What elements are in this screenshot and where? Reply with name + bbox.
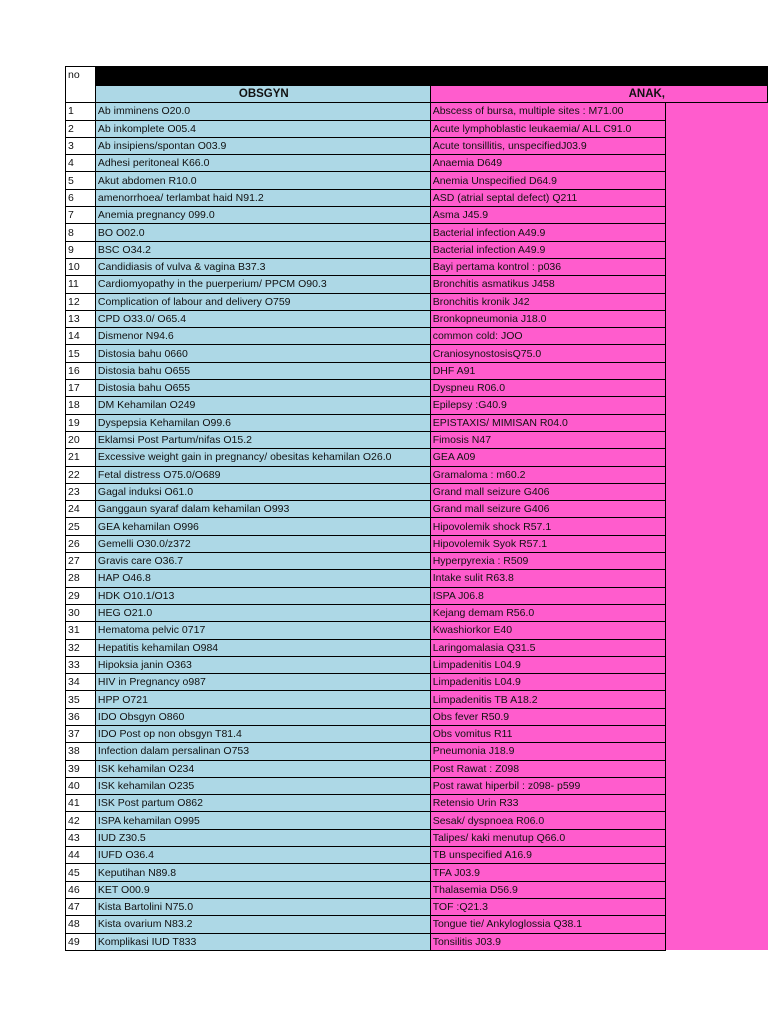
obsgyn-cell[interactable]: Hematoma pelvic 0717 bbox=[95, 622, 430, 639]
row-number-cell[interactable]: 1 bbox=[66, 103, 96, 120]
obsgyn-cell[interactable]: HIV in Pregnancy o987 bbox=[95, 674, 430, 691]
table-row bbox=[66, 829, 768, 846]
obsgyn-cell[interactable]: Keputihan N89.8 bbox=[95, 864, 430, 881]
table-row bbox=[66, 414, 768, 431]
obsgyn-cell[interactable]: BO O02.0 bbox=[95, 224, 430, 241]
anak-fill-cell bbox=[665, 293, 768, 310]
anak-fill-cell bbox=[665, 155, 768, 172]
anak-fill-cell bbox=[665, 829, 768, 846]
row-number-cell[interactable]: 25 bbox=[66, 518, 96, 535]
anak-fill-cell bbox=[665, 224, 768, 241]
anak-fill-cell bbox=[665, 172, 768, 189]
table-row bbox=[66, 881, 768, 898]
anak-cell[interactable]: Grand mall seizure G406 bbox=[430, 483, 665, 500]
obsgyn-cell[interactable]: Distosia bahu 0660 bbox=[95, 345, 430, 362]
table-row bbox=[66, 328, 768, 345]
row-number-cell[interactable]: 12 bbox=[66, 293, 96, 310]
anak-fill-cell bbox=[665, 535, 768, 552]
anak-cell[interactable]: Anaemia D649 bbox=[430, 155, 665, 172]
anak-cell[interactable]: Post rawat hiperbil : z098- p599 bbox=[430, 777, 665, 794]
row-number-cell[interactable]: 7 bbox=[66, 207, 96, 224]
table-row bbox=[66, 258, 768, 275]
anak-fill-cell bbox=[665, 847, 768, 864]
table-row bbox=[66, 397, 768, 414]
obsgyn-cell[interactable]: Complication of labour and delivery O759 bbox=[95, 293, 430, 310]
row-number-cell[interactable]: 35 bbox=[66, 691, 96, 708]
row-number-cell[interactable]: 38 bbox=[66, 743, 96, 760]
anak-fill-cell bbox=[665, 345, 768, 362]
anak-fill-cell bbox=[665, 362, 768, 379]
table-row bbox=[66, 553, 768, 570]
row-number-cell[interactable]: 11 bbox=[66, 276, 96, 293]
diagnosis-code-table bbox=[65, 66, 768, 951]
table-row bbox=[66, 241, 768, 258]
obsgyn-cell[interactable]: CPD O33.0/ O65.4 bbox=[95, 310, 430, 327]
table-row bbox=[66, 743, 768, 760]
obsgyn-cell[interactable]: Distosia bahu O655 bbox=[95, 380, 430, 397]
obsgyn-cell[interactable]: IUD Z30.5 bbox=[95, 829, 430, 846]
anak-cell[interactable]: Gramaloma : m60.2 bbox=[430, 466, 665, 483]
row-number-cell[interactable]: 43 bbox=[66, 829, 96, 846]
anak-fill-cell bbox=[665, 933, 768, 950]
obsgyn-cell[interactable]: Ganggaun syaraf dalam kehamilan O993 bbox=[95, 501, 430, 518]
anak-cell[interactable]: DHF A91 bbox=[430, 362, 665, 379]
anak-cell[interactable]: Acute lymphoblastic leukaemia/ ALL C91.0 bbox=[430, 120, 665, 137]
no-header[interactable]: no bbox=[66, 67, 96, 103]
row-number-cell[interactable]: 5 bbox=[66, 172, 96, 189]
anak-fill-cell bbox=[665, 103, 768, 120]
anak-cell[interactable]: Laringomalasia Q31.5 bbox=[430, 639, 665, 656]
table-row bbox=[66, 345, 768, 362]
anak-fill-cell bbox=[665, 276, 768, 293]
anak-cell[interactable]: Bronkopneumonia J18.0 bbox=[430, 310, 665, 327]
anak-fill-cell bbox=[665, 397, 768, 414]
obsgyn-cell[interactable]: IUFD O36.4 bbox=[95, 847, 430, 864]
obsgyn-cell[interactable]: ISK Post partum O862 bbox=[95, 795, 430, 812]
obsgyn-cell[interactable]: Adhesi peritoneal K66.0 bbox=[95, 155, 430, 172]
obsgyn-cell[interactable]: ISK kehamilan O234 bbox=[95, 760, 430, 777]
table-row bbox=[66, 587, 768, 604]
table-row bbox=[66, 483, 768, 500]
row-number-cell[interactable]: 37 bbox=[66, 725, 96, 742]
obsgyn-cell[interactable]: Gagal induksi O61.0 bbox=[95, 483, 430, 500]
anak-fill-cell bbox=[665, 881, 768, 898]
table-row bbox=[66, 310, 768, 327]
anak-cell[interactable]: Limpadenitis L04.9 bbox=[430, 656, 665, 673]
anak-fill-cell bbox=[665, 258, 768, 275]
anak-cell[interactable]: ASD (atrial septal defect) Q211 bbox=[430, 189, 665, 206]
row-number-cell[interactable]: 19 bbox=[66, 414, 96, 431]
obsgyn-cell[interactable]: Fetal distress O75.0/O689 bbox=[95, 466, 430, 483]
row-number-cell[interactable]: 2 bbox=[66, 120, 96, 137]
obsgyn-cell[interactable]: Kista Bartolini N75.0 bbox=[95, 898, 430, 915]
anak-fill-cell bbox=[665, 725, 768, 742]
table-row bbox=[66, 431, 768, 448]
anak-fill-cell bbox=[665, 587, 768, 604]
anak-fill-cell bbox=[665, 812, 768, 829]
row-number-cell[interactable]: 33 bbox=[66, 656, 96, 673]
row-number-cell[interactable]: 18 bbox=[66, 397, 96, 414]
obsgyn-cell[interactable]: HDK O10.1/O13 bbox=[95, 587, 430, 604]
row-number-cell[interactable]: 27 bbox=[66, 553, 96, 570]
row-number-cell[interactable]: 45 bbox=[66, 864, 96, 881]
anak-cell[interactable]: Thalasemia D56.9 bbox=[430, 881, 665, 898]
row-number-cell[interactable]: 49 bbox=[66, 933, 96, 950]
anak-fill-cell bbox=[665, 639, 768, 656]
table-row bbox=[66, 172, 768, 189]
anak-cell[interactable]: Hipovolemik shock R57.1 bbox=[430, 518, 665, 535]
obsgyn-cell[interactable]: IDO Post op non obsgyn T81.4 bbox=[95, 725, 430, 742]
anak-fill-cell bbox=[665, 189, 768, 206]
table-row bbox=[66, 674, 768, 691]
anak-cell[interactable]: Bacterial infection A49.9 bbox=[430, 241, 665, 258]
row-number-cell[interactable]: 44 bbox=[66, 847, 96, 864]
anak-cell[interactable]: Epilepsy :G40.9 bbox=[430, 397, 665, 414]
row-number-cell[interactable]: 28 bbox=[66, 570, 96, 587]
anak-cell[interactable]: Sesak/ dyspnoea R06.0 bbox=[430, 812, 665, 829]
table-row bbox=[66, 622, 768, 639]
obsgyn-cell[interactable]: HEG O21.0 bbox=[95, 604, 430, 621]
anak-cell[interactable]: Asma J45.9 bbox=[430, 207, 665, 224]
anak-header-extension bbox=[665, 86, 768, 103]
obsgyn-cell[interactable]: KET O00.9 bbox=[95, 881, 430, 898]
anak-cell[interactable]: ISPA J06.8 bbox=[430, 587, 665, 604]
anak-fill-cell bbox=[665, 743, 768, 760]
anak-fill-cell bbox=[665, 604, 768, 621]
anak-cell[interactable]: Kwashiorkor E40 bbox=[430, 622, 665, 639]
obsgyn-cell[interactable]: Akut abdomen R10.0 bbox=[95, 172, 430, 189]
anak-cell[interactable]: Obs fever R50.9 bbox=[430, 708, 665, 725]
anak-fill-cell bbox=[665, 310, 768, 327]
table-row bbox=[66, 691, 768, 708]
anak-cell[interactable]: Acute tonsillitis, unspecifiedJ03.9 bbox=[430, 137, 665, 154]
anak-cell[interactable]: TOF :Q21.3 bbox=[430, 898, 665, 915]
table-row bbox=[66, 362, 768, 379]
table-row bbox=[66, 725, 768, 742]
row-number-cell[interactable]: 13 bbox=[66, 310, 96, 327]
anak-fill-cell bbox=[665, 674, 768, 691]
anak-cell[interactable]: Pneumonia J18.9 bbox=[430, 743, 665, 760]
row-number-cell[interactable]: 42 bbox=[66, 812, 96, 829]
anak-cell[interactable]: Post Rawat : Z098 bbox=[430, 760, 665, 777]
row-number-cell[interactable]: 16 bbox=[66, 362, 96, 379]
anak-fill-cell bbox=[665, 207, 768, 224]
obsgyn-cell[interactable]: ISK kehamilan O235 bbox=[95, 777, 430, 794]
table-row bbox=[66, 777, 768, 794]
table-row bbox=[66, 120, 768, 137]
anak-cell[interactable]: common cold: JOO bbox=[430, 328, 665, 345]
row-number-cell[interactable]: 26 bbox=[66, 535, 96, 552]
anak-fill-cell bbox=[665, 708, 768, 725]
obsgyn-cell[interactable]: Kista ovarium N83.2 bbox=[95, 916, 430, 933]
table-row bbox=[66, 155, 768, 172]
spreadsheet bbox=[65, 66, 768, 951]
obsgyn-cell[interactable]: Cardiomyopathy in the puerperium/ PPCM O90.3 bbox=[95, 276, 430, 293]
anak-fill-cell bbox=[665, 553, 768, 570]
table-row bbox=[66, 518, 768, 535]
row-number-cell[interactable]: 21 bbox=[66, 449, 96, 466]
row-number-cell[interactable]: 47 bbox=[66, 898, 96, 915]
row-number-cell[interactable]: 31 bbox=[66, 622, 96, 639]
anak-cell[interactable]: Bayi pertama kontrol : p036 bbox=[430, 258, 665, 275]
row-number-cell[interactable]: 20 bbox=[66, 431, 96, 448]
anak-fill-cell bbox=[665, 483, 768, 500]
row-number-cell[interactable]: 9 bbox=[66, 241, 96, 258]
anak-cell[interactable]: Tonsilitis J03.9 bbox=[430, 933, 665, 950]
anak-fill-cell bbox=[665, 414, 768, 431]
obsgyn-cell[interactable]: Komplikasi IUD T833 bbox=[95, 933, 430, 950]
anak-cell[interactable]: GEA A09 bbox=[430, 449, 665, 466]
obsgyn-cell[interactable]: Dismenor N94.6 bbox=[95, 328, 430, 345]
table-row bbox=[66, 501, 768, 518]
anak-fill-cell bbox=[665, 137, 768, 154]
table-row bbox=[66, 604, 768, 621]
anak-cell[interactable]: Hipovolemik Syok R57.1 bbox=[430, 535, 665, 552]
anak-cell[interactable]: Talipes/ kaki menutup Q66.0 bbox=[430, 829, 665, 846]
anak-cell[interactable]: Fimosis N47 bbox=[430, 431, 665, 448]
row-number-cell[interactable]: 30 bbox=[66, 604, 96, 621]
table-row bbox=[66, 795, 768, 812]
anak-cell[interactable]: Bronchitis kronik J42 bbox=[430, 293, 665, 310]
table-row bbox=[66, 864, 768, 881]
table-row bbox=[66, 847, 768, 864]
row-number-cell[interactable]: 24 bbox=[66, 501, 96, 518]
row-number-cell[interactable]: 39 bbox=[66, 760, 96, 777]
header-row bbox=[66, 86, 768, 103]
anak-fill-cell bbox=[665, 622, 768, 639]
table-row bbox=[66, 449, 768, 466]
obsgyn-cell[interactable]: Excessive weight gain in pregnancy/ obesitas kehamilan O26.0 bbox=[95, 449, 430, 466]
obsgyn-cell[interactable]: Gemelli O30.0/z372 bbox=[95, 535, 430, 552]
obsgyn-cell[interactable]: DM Kehamilan O249 bbox=[95, 397, 430, 414]
row-number-cell[interactable]: 6 bbox=[66, 189, 96, 206]
table-row bbox=[66, 708, 768, 725]
obsgyn-cell[interactable]: HAP O46.8 bbox=[95, 570, 430, 587]
anak-header[interactable]: ANAK, bbox=[430, 86, 665, 103]
obsgyn-cell[interactable]: Ab inkomplete O05.4 bbox=[95, 120, 430, 137]
anak-cell[interactable]: Retensio Urin R33 bbox=[430, 795, 665, 812]
anak-fill-cell bbox=[665, 431, 768, 448]
table-row bbox=[66, 898, 768, 915]
row-number-cell[interactable]: 4 bbox=[66, 155, 96, 172]
row-number-cell[interactable]: 41 bbox=[66, 795, 96, 812]
anak-cell[interactable]: Bacterial infection A49.9 bbox=[430, 224, 665, 241]
anak-cell[interactable]: Kejang demam R56.0 bbox=[430, 604, 665, 621]
anak-fill-cell bbox=[665, 864, 768, 881]
table-row bbox=[66, 207, 768, 224]
obsgyn-cell[interactable]: Ab insipiens/spontan O03.9 bbox=[95, 137, 430, 154]
obsgyn-cell[interactable]: Distosia bahu O655 bbox=[95, 362, 430, 379]
header-black-bar bbox=[95, 67, 767, 86]
obsgyn-cell[interactable]: Hepatitis kehamilan O984 bbox=[95, 639, 430, 656]
anak-fill-cell bbox=[665, 241, 768, 258]
obsgyn-header[interactable]: OBSGYN bbox=[95, 86, 430, 103]
anak-cell[interactable]: Grand mall seizure G406 bbox=[430, 501, 665, 518]
anak-fill-cell bbox=[665, 898, 768, 915]
anak-cell[interactable]: Hyperpyrexia : R509 bbox=[430, 553, 665, 570]
obsgyn-cell[interactable]: IDO Obsgyn O860 bbox=[95, 708, 430, 725]
row-number-cell[interactable]: 36 bbox=[66, 708, 96, 725]
anak-cell[interactable]: TB unspecified A16.9 bbox=[430, 847, 665, 864]
anak-cell[interactable]: Limpadenitis L04.9 bbox=[430, 674, 665, 691]
table-row bbox=[66, 293, 768, 310]
anak-cell[interactable]: TFA J03.9 bbox=[430, 864, 665, 881]
row-number-cell[interactable]: 17 bbox=[66, 380, 96, 397]
table-row bbox=[66, 570, 768, 587]
anak-fill-cell bbox=[665, 760, 768, 777]
anak-cell[interactable]: Limpadenitis TB A18.2 bbox=[430, 691, 665, 708]
obsgyn-cell[interactable]: Anemia pregnancy 099.0 bbox=[95, 207, 430, 224]
anak-fill-cell bbox=[665, 466, 768, 483]
anak-fill-cell bbox=[665, 518, 768, 535]
table-row bbox=[66, 535, 768, 552]
row-number-cell[interactable]: 40 bbox=[66, 777, 96, 794]
row-number-cell[interactable]: 15 bbox=[66, 345, 96, 362]
table-row bbox=[66, 189, 768, 206]
obsgyn-cell[interactable]: BSC O34.2 bbox=[95, 241, 430, 258]
table-body bbox=[66, 103, 768, 951]
table-row bbox=[66, 760, 768, 777]
anak-cell[interactable]: Dyspneu R06.0 bbox=[430, 380, 665, 397]
anak-cell[interactable]: Tongue tie/ Ankyloglossia Q38.1 bbox=[430, 916, 665, 933]
anak-fill-cell bbox=[665, 691, 768, 708]
anak-fill-cell bbox=[665, 120, 768, 137]
table-row bbox=[66, 137, 768, 154]
table-row bbox=[66, 933, 768, 950]
row-number-cell[interactable]: 10 bbox=[66, 258, 96, 275]
obsgyn-cell[interactable]: Eklamsi Post Partum/nifas O15.2 bbox=[95, 431, 430, 448]
anak-cell[interactable]: Abscess of bursa, multiple sites : M71.00 bbox=[430, 103, 665, 120]
row-number-cell[interactable]: 3 bbox=[66, 137, 96, 154]
obsgyn-cell[interactable]: Infection dalam persalinan O753 bbox=[95, 743, 430, 760]
row-number-cell[interactable]: 8 bbox=[66, 224, 96, 241]
row-number-cell[interactable]: 32 bbox=[66, 639, 96, 656]
row-number-cell[interactable]: 23 bbox=[66, 483, 96, 500]
row-number-cell[interactable]: 29 bbox=[66, 587, 96, 604]
obsgyn-cell[interactable]: amenorrhoea/ terlambat haid N91.2 bbox=[95, 189, 430, 206]
header-bar-row bbox=[66, 67, 768, 86]
anak-cell[interactable]: Obs vomitus R11 bbox=[430, 725, 665, 742]
table-row bbox=[66, 639, 768, 656]
obsgyn-cell[interactable]: Candidiasis of vulva & vagina B37.3 bbox=[95, 258, 430, 275]
obsgyn-cell[interactable]: Gravis care O36.7 bbox=[95, 553, 430, 570]
anak-fill-cell bbox=[665, 656, 768, 673]
table-row bbox=[66, 103, 768, 120]
table-row bbox=[66, 812, 768, 829]
anak-fill-cell bbox=[665, 570, 768, 587]
table-row bbox=[66, 224, 768, 241]
table-row bbox=[66, 916, 768, 933]
obsgyn-cell[interactable]: GEA kehamilan O996 bbox=[95, 518, 430, 535]
obsgyn-cell[interactable]: ISPA kehamilan O995 bbox=[95, 812, 430, 829]
anak-fill-cell bbox=[665, 449, 768, 466]
row-number-cell[interactable]: 14 bbox=[66, 328, 96, 345]
anak-fill-cell bbox=[665, 777, 768, 794]
anak-fill-cell bbox=[665, 380, 768, 397]
obsgyn-cell[interactable]: Hipoksia janin O363 bbox=[95, 656, 430, 673]
anak-cell[interactable]: Bronchitis asmatikus J458 bbox=[430, 276, 665, 293]
anak-fill-cell bbox=[665, 916, 768, 933]
obsgyn-cell[interactable]: Ab imminens O20.0 bbox=[95, 103, 430, 120]
obsgyn-cell[interactable]: Dyspepsia Kehamilan O99.6 bbox=[95, 414, 430, 431]
table-row bbox=[66, 656, 768, 673]
row-number-cell[interactable]: 34 bbox=[66, 674, 96, 691]
row-number-cell[interactable]: 22 bbox=[66, 466, 96, 483]
table-row bbox=[66, 276, 768, 293]
obsgyn-cell[interactable]: HPP O721 bbox=[95, 691, 430, 708]
table-row bbox=[66, 380, 768, 397]
row-number-cell[interactable]: 46 bbox=[66, 881, 96, 898]
anak-fill-cell bbox=[665, 328, 768, 345]
table-row bbox=[66, 466, 768, 483]
anak-fill-cell bbox=[665, 501, 768, 518]
row-number-cell[interactable]: 48 bbox=[66, 916, 96, 933]
anak-cell[interactable]: Anemia Unspecified D64.9 bbox=[430, 172, 665, 189]
anak-cell[interactable]: Intake sulit R63.8 bbox=[430, 570, 665, 587]
anak-fill-cell bbox=[665, 795, 768, 812]
anak-cell[interactable]: CraniosynostosisQ75.0 bbox=[430, 345, 665, 362]
anak-cell[interactable]: EPISTAXIS/ MIMISAN R04.0 bbox=[430, 414, 665, 431]
